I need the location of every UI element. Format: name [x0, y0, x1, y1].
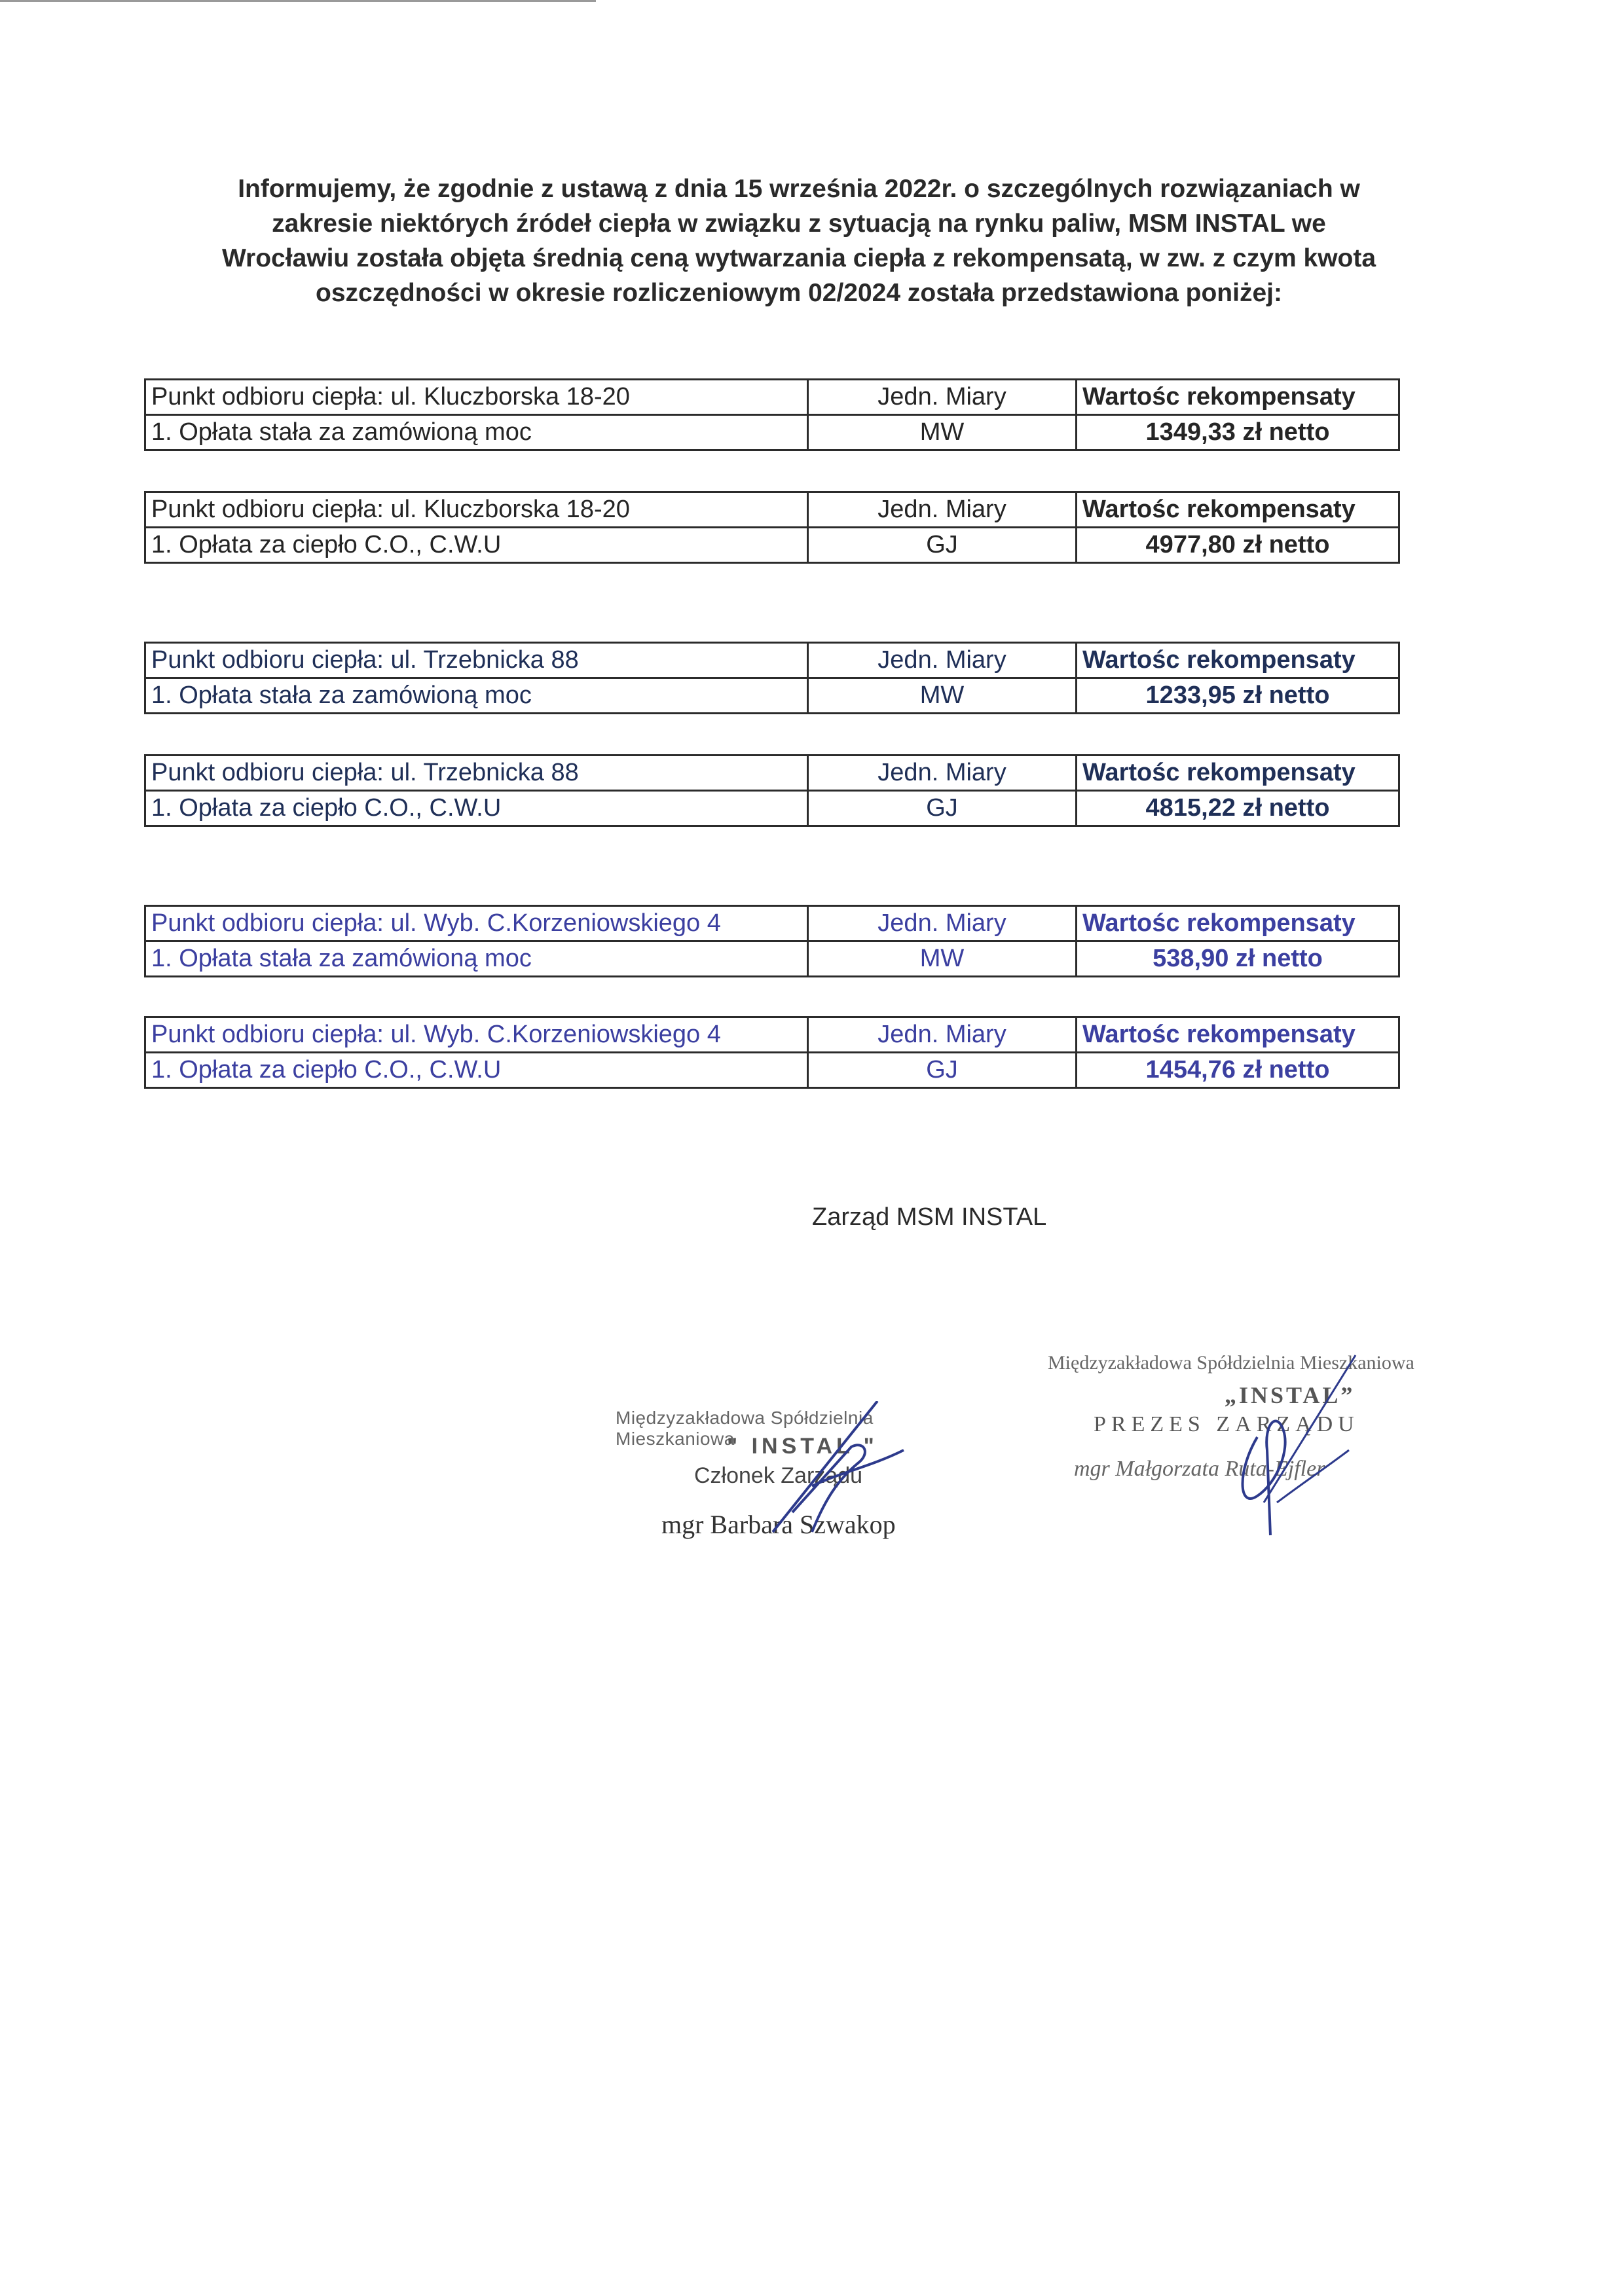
- compensation-table-kluczborska-power: [144, 378, 1400, 451]
- intro-line: zakresie niektórych źródeł ciepła w związku z sytuacją na rynku paliw, MSM INSTAL we: [272, 210, 1326, 238]
- stamp-role: PREZES ZARZĄDU: [1094, 1412, 1359, 1436]
- location-cell: Punkt odbioru ciepła: ul. Trzebnicka 88: [145, 756, 808, 791]
- fee-description-cell: 1. Opłata za ciepło C.O., C.W.U: [145, 1053, 808, 1088]
- compensation-table-trzebnicka-power: [144, 642, 1400, 714]
- intro-line: Informujemy, że zgodnie z ustawą z dnia 15 września 2022r. o szczególnych rozwiązaniach w: [238, 175, 1360, 203]
- table-header-row: [145, 380, 1399, 415]
- value-header-cell: Wartośc rekompensaty: [1077, 906, 1399, 941]
- fee-description-cell: 1. Opłata stała za zamówioną moc: [145, 941, 808, 977]
- table-header-row: [145, 1017, 1399, 1053]
- unit-cell: MW: [808, 941, 1077, 977]
- stamp-role: Członek Zarządu: [694, 1463, 863, 1488]
- table-row: [145, 791, 1399, 826]
- unit-cell: GJ: [808, 1053, 1077, 1088]
- table-header-row: [145, 643, 1399, 678]
- stamp-coop-name: " INSTAL ": [727, 1434, 878, 1459]
- fee-description-cell: 1. Opłata za ciepło C.O., C.W.U: [145, 791, 808, 826]
- compensation-value-cell: 1454,76 zł netto: [1077, 1053, 1399, 1088]
- board-president-stamp: [1041, 1339, 1447, 1561]
- location-cell: Punkt odbioru ciepła: ul. Kluczborska 18-20: [145, 492, 808, 528]
- table-row: [145, 941, 1399, 977]
- compensation-table-korzeniowskiego-power: [144, 905, 1400, 977]
- stamp-person-name: mgr Małgorzata Ruta-Ejfler: [1074, 1457, 1325, 1481]
- stamp-org-name: Międzyzakładowa Spółdzielnia Mieszkaniowa: [616, 1408, 874, 1449]
- stamp-coop-name: „INSTAL”: [1225, 1382, 1356, 1408]
- compensation-value-cell: 4815,22 zł netto: [1077, 791, 1399, 826]
- location-cell: Punkt odbioru ciepła: ul. Trzebnicka 88: [145, 643, 808, 678]
- table-row: [145, 1053, 1399, 1088]
- unit-cell: GJ: [808, 791, 1077, 826]
- board-signature-line: Zarząd MSM INSTAL: [812, 1203, 1047, 1231]
- unit-header-cell: Jedn. Miary: [808, 906, 1077, 941]
- fee-description-cell: 1. Opłata stała za zamówioną moc: [145, 415, 808, 450]
- location-cell: Punkt odbioru ciepła: ul. Kluczborska 18-20: [145, 380, 808, 415]
- value-header-cell: Wartośc rekompensaty: [1077, 1017, 1399, 1053]
- unit-header-cell: Jedn. Miary: [808, 492, 1077, 528]
- fee-description-cell: 1. Opłata za ciepło C.O., C.W.U: [145, 528, 808, 563]
- value-header-cell: Wartośc rekompensaty: [1077, 380, 1399, 415]
- unit-header-cell: Jedn. Miary: [808, 756, 1077, 791]
- table-row: [145, 415, 1399, 450]
- table-header-row: [145, 906, 1399, 941]
- intro-line: Wrocławiu została objęta średnią ceną wytwarzania ciepła z rekompensatą, w zw. z czym kwota: [221, 244, 1376, 272]
- table-row: [145, 678, 1399, 714]
- compensation-table-korzeniowskiego-heat: [144, 1016, 1400, 1089]
- unit-header-cell: Jedn. Miary: [808, 1017, 1077, 1053]
- location-cell: Punkt odbioru ciepła: ul. Wyb. C.Korzeniowskiego 4: [145, 906, 808, 941]
- intro-paragraph: [131, 172, 1467, 310]
- unit-header-cell: Jedn. Miary: [808, 380, 1077, 415]
- compensation-table-kluczborska-heat: [144, 491, 1400, 564]
- compensation-table-trzebnicka-heat: [144, 754, 1400, 827]
- value-header-cell: Wartośc rekompensaty: [1077, 492, 1399, 528]
- table-header-row: [145, 756, 1399, 791]
- stamp-person-name: mgr Barbara Szwakop: [661, 1510, 896, 1539]
- location-cell: Punkt odbioru ciepła: ul. Wyb. C.Korzeniowskiego 4: [145, 1017, 808, 1053]
- compensation-value-cell: 1349,33 zł netto: [1077, 415, 1399, 450]
- stamp-org-name: Międzyzakładowa Spółdzielnia Mieszkaniowa: [1048, 1352, 1414, 1374]
- intro-line: oszczędności w okresie rozliczeniowym 02/2024 została przedstawiona poniżej:: [316, 279, 1282, 307]
- compensation-value-cell: 538,90 zł netto: [1077, 941, 1399, 977]
- unit-cell: MW: [808, 678, 1077, 714]
- compensation-value-cell: 1233,95 zł netto: [1077, 678, 1399, 714]
- unit-cell: GJ: [808, 528, 1077, 563]
- board-member-stamp: [576, 1401, 995, 1558]
- top-scan-line: [0, 0, 596, 2]
- table-header-row: [145, 492, 1399, 528]
- unit-cell: MW: [808, 415, 1077, 450]
- compensation-value-cell: 4977,80 zł netto: [1077, 528, 1399, 563]
- value-header-cell: Wartośc rekompensaty: [1077, 643, 1399, 678]
- table-row: [145, 528, 1399, 563]
- value-header-cell: Wartośc rekompensaty: [1077, 756, 1399, 791]
- fee-description-cell: 1. Opłata stała za zamówioną moc: [145, 678, 808, 714]
- unit-header-cell: Jedn. Miary: [808, 643, 1077, 678]
